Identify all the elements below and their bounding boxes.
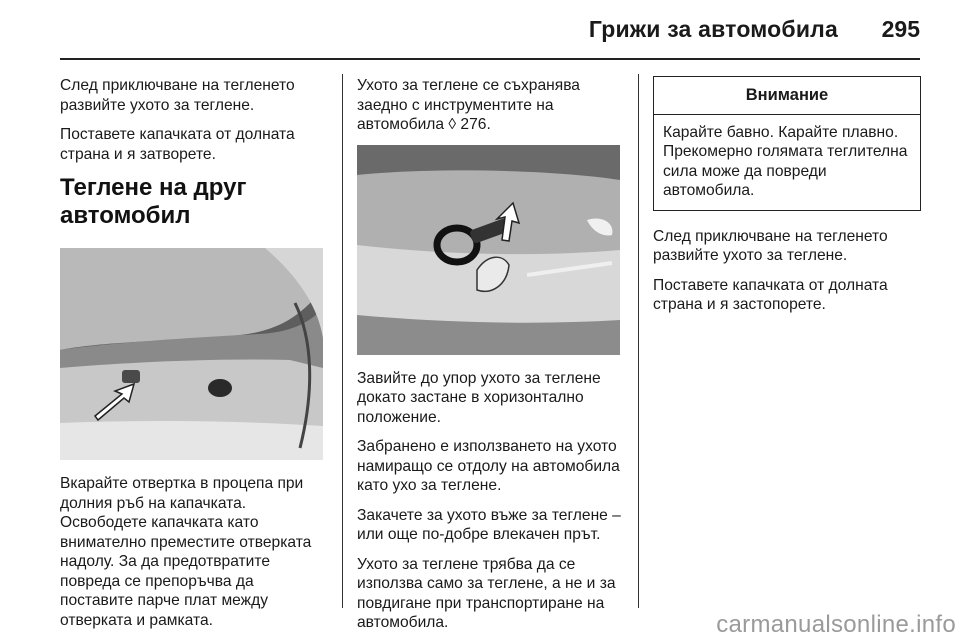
warning-title: Внимание <box>654 77 920 115</box>
paragraph: Завийте до упор ухото за теглене докато застане в хоризонтално положение. <box>357 369 601 426</box>
column-right <box>653 76 921 325</box>
paragraph: Ухото за теглене се съхранява заедно с инструментите на автомобила ◊ 276. <box>357 77 580 133</box>
warning-text: Карайте бавно. Карайте плавно. Прекомерно голямата теглителна сила може да повреди автомобила. <box>663 123 908 199</box>
paragraph: Поставете капачката от долната страна и я затворете. <box>60 126 295 163</box>
page-number: 295 <box>881 16 920 42</box>
column-middle <box>357 76 625 643</box>
paragraph: Закачете за ухото въже за теглене – или още по-добре влекачен прът. <box>357 506 621 543</box>
column-left <box>60 76 328 640</box>
page-title: Грижи за автомобила <box>588 16 838 42</box>
paragraph: Вкарайте отвертка в процепа при долния ръб на капачката. Освободете капачката като внимателно преместите отверката надолу. За да предотвратите повреда се препоръчва да поставите парче плат между отверката и рамката. <box>60 475 312 629</box>
paragraph: Забранено е използването на ухото намиращо се отдолу на автомобила като ухо за теглене. <box>357 438 620 494</box>
warning-box <box>653 76 921 211</box>
header-divider <box>60 58 920 60</box>
towing-eye-illustration <box>357 145 620 355</box>
column-divider <box>638 74 639 608</box>
paragraph: След приключване на тегленето развийте ухото за теглене. <box>653 227 888 264</box>
paragraph: След приключване на тегленето развийте ухото за теглене. <box>60 77 295 114</box>
paragraph: Поставете капачката от долната страна и я застопорете. <box>653 276 888 313</box>
rear-bumper-cap-illustration <box>60 248 323 460</box>
paragraph: Ухото за теглене трябва да се използва само за теглене, а не и за повдигане при транспортиране на автомобила. <box>357 555 616 631</box>
watermark: carmanualsonline.info <box>716 611 956 638</box>
column-divider <box>342 74 343 608</box>
section-heading: Теглене на друг автомобил <box>60 174 247 229</box>
